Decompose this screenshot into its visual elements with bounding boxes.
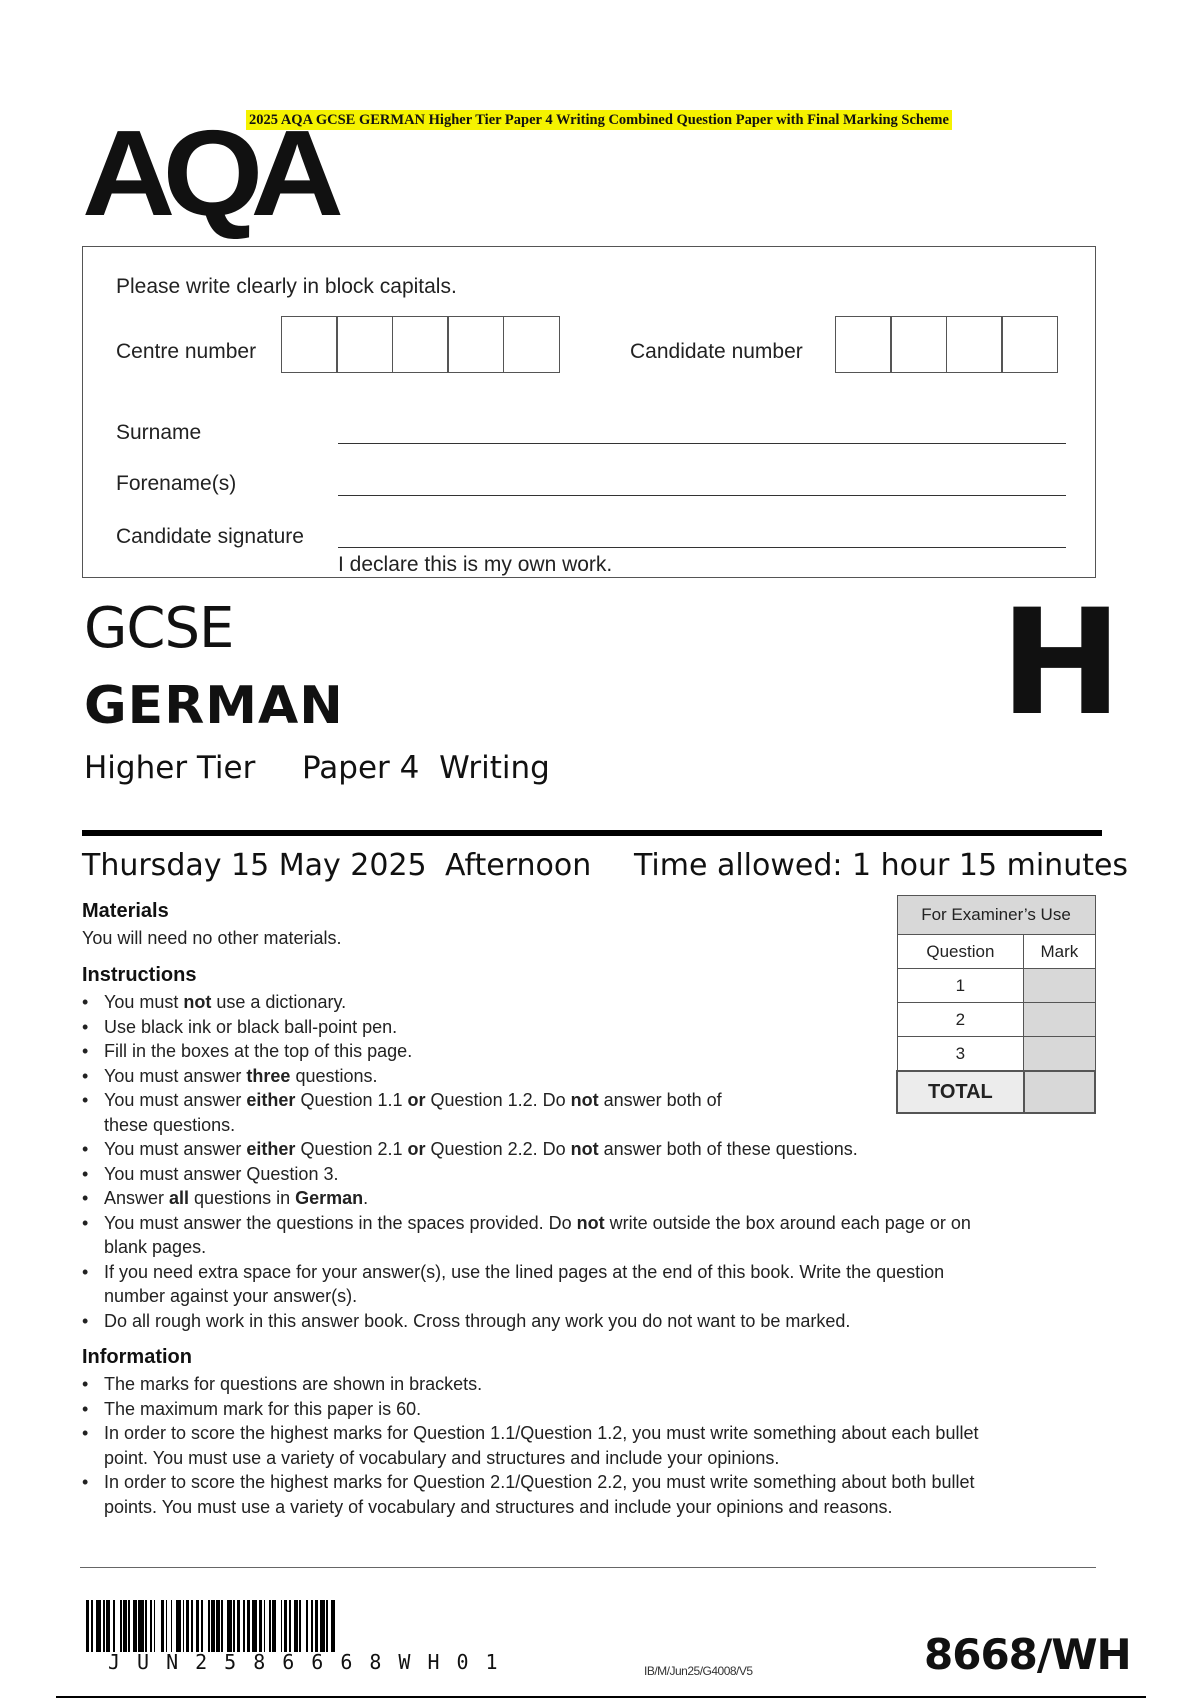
materials-text: You will need no other materials. bbox=[82, 928, 342, 948]
instruction-item: • Fill in the boxes at the top of this page. bbox=[82, 1039, 1102, 1064]
table-row bbox=[897, 1037, 1095, 1072]
instructions-heading: Instructions bbox=[82, 964, 197, 986]
time-allowed: Time allowed: 1 hour 15 minutes bbox=[634, 848, 1129, 883]
aqa-logo: AQA bbox=[82, 105, 332, 241]
declaration-text: I declare this is my own work. bbox=[338, 553, 613, 576]
question-column-header: Question bbox=[897, 935, 1024, 969]
instruction-item: • You must answer Question 3. bbox=[82, 1162, 1102, 1187]
information-item: • In order to score the highest marks for Question 1.1/Question 1.2, you must write something about each bullet point. You must use a variety of vocabulary and structures and include your opinions. bbox=[82, 1421, 1102, 1470]
information-item: • In order to score the highest marks for Question 2.1/Question 2.2, you must write something about both bullet points. You must use a variety of vocabulary and structures and include your opinions and reasons. bbox=[82, 1470, 1102, 1519]
candidate-number-label: Candidate number bbox=[630, 340, 803, 363]
information-item: • The marks for questions are shown in brackets. bbox=[82, 1372, 1102, 1397]
question-number: 1 bbox=[897, 969, 1024, 1003]
forenames-line[interactable] bbox=[338, 495, 1066, 496]
instruction-item: • You must answer the questions in the spaces provided. Do not write outside the box around each page or on blank pages. bbox=[82, 1211, 1102, 1260]
centre-digit-box[interactable] bbox=[392, 316, 449, 373]
candidate-number-boxes[interactable] bbox=[836, 316, 1058, 373]
barcode bbox=[86, 1600, 498, 1652]
barcode-text: JUN2586668WH01 bbox=[108, 1650, 515, 1674]
surname-label: Surname bbox=[116, 421, 202, 444]
question-number: 2 bbox=[897, 1003, 1024, 1037]
signature-label: Candidate signature bbox=[116, 525, 304, 548]
paper-label: Paper 4 Writing bbox=[302, 750, 550, 786]
paper-code: 8668/WH bbox=[924, 1630, 1131, 1679]
total-label: TOTAL bbox=[897, 1071, 1024, 1113]
title-divider bbox=[82, 830, 1102, 836]
surname-line[interactable] bbox=[338, 443, 1066, 444]
information-heading: Information bbox=[82, 1346, 192, 1368]
mark-cell bbox=[1024, 1037, 1095, 1072]
examiner-table-heading: For Examiner’s Use bbox=[897, 896, 1095, 935]
candidate-digit-box[interactable] bbox=[1001, 316, 1058, 373]
information-list bbox=[82, 1372, 1102, 1519]
mark-column-header: Mark bbox=[1024, 935, 1095, 969]
centre-digit-box[interactable] bbox=[447, 316, 504, 373]
examiner-use-table bbox=[896, 895, 1096, 1114]
exam-date: Thursday 15 May 2025 bbox=[82, 848, 427, 883]
qualification-title: GCSE bbox=[84, 596, 234, 661]
subject-title: GERMAN bbox=[84, 676, 344, 736]
centre-digit-box[interactable] bbox=[336, 316, 393, 373]
page-bottom-rule bbox=[56, 1696, 1146, 1698]
question-number: 3 bbox=[897, 1037, 1024, 1072]
table-row bbox=[897, 969, 1095, 1003]
instruction-item: • Use black ink or black ball-point pen. bbox=[82, 1015, 1102, 1040]
exam-session: Afternoon bbox=[445, 848, 592, 883]
instruction-item: • You must not use a dictionary. bbox=[82, 990, 1102, 1015]
signature-line[interactable] bbox=[338, 547, 1066, 548]
table-row bbox=[897, 1003, 1095, 1037]
candidate-digit-box[interactable] bbox=[835, 316, 892, 373]
centre-digit-box[interactable] bbox=[503, 316, 560, 373]
mark-cell bbox=[1024, 969, 1095, 1003]
document-banner: 2025 AQA GCSE GERMAN Higher Tier Paper 4 Writing Combined Question Paper with Final Marking Scheme bbox=[246, 110, 952, 130]
tier-label: Higher Tier bbox=[84, 750, 256, 786]
block-capitals-instruction: Please write clearly in block capitals. bbox=[116, 275, 457, 298]
instruction-item: • Do all rough work in this answer book. Cross through any work you do not want to be marked. bbox=[82, 1309, 1102, 1334]
tier-letter: H bbox=[1000, 578, 1123, 748]
footer-divider bbox=[80, 1567, 1096, 1568]
mark-cell bbox=[1024, 1003, 1095, 1037]
centre-digit-box[interactable] bbox=[281, 316, 338, 373]
forenames-label: Forename(s) bbox=[116, 472, 237, 495]
centre-number-boxes[interactable] bbox=[282, 316, 560, 373]
instruction-item: • You must answer either Question 2.1 or Question 2.2. Do not answer both of these questions. bbox=[82, 1137, 1102, 1162]
materials-heading: Materials bbox=[82, 900, 169, 922]
instruction-item: • Answer all questions in German. bbox=[82, 1186, 1102, 1211]
total-mark-cell bbox=[1024, 1071, 1095, 1113]
document-reference: IB/M/Jun25/G4008/V5 bbox=[644, 1664, 753, 1678]
centre-number-label: Centre number bbox=[116, 340, 257, 363]
candidate-digit-box[interactable] bbox=[946, 316, 1003, 373]
instruction-item: • If you need extra space for your answer(s), use the lined pages at the end of this book. Write the question number against your answer(s). bbox=[82, 1260, 1102, 1309]
instruction-item: • You must answer three questions. bbox=[82, 1064, 1102, 1089]
instruction-item: • You must answer either Question 1.1 or Question 1.2. Do not answer both of these questions. bbox=[82, 1088, 1102, 1137]
information-item: • The maximum mark for this paper is 60. bbox=[82, 1397, 1102, 1422]
candidate-digit-box[interactable] bbox=[890, 316, 947, 373]
